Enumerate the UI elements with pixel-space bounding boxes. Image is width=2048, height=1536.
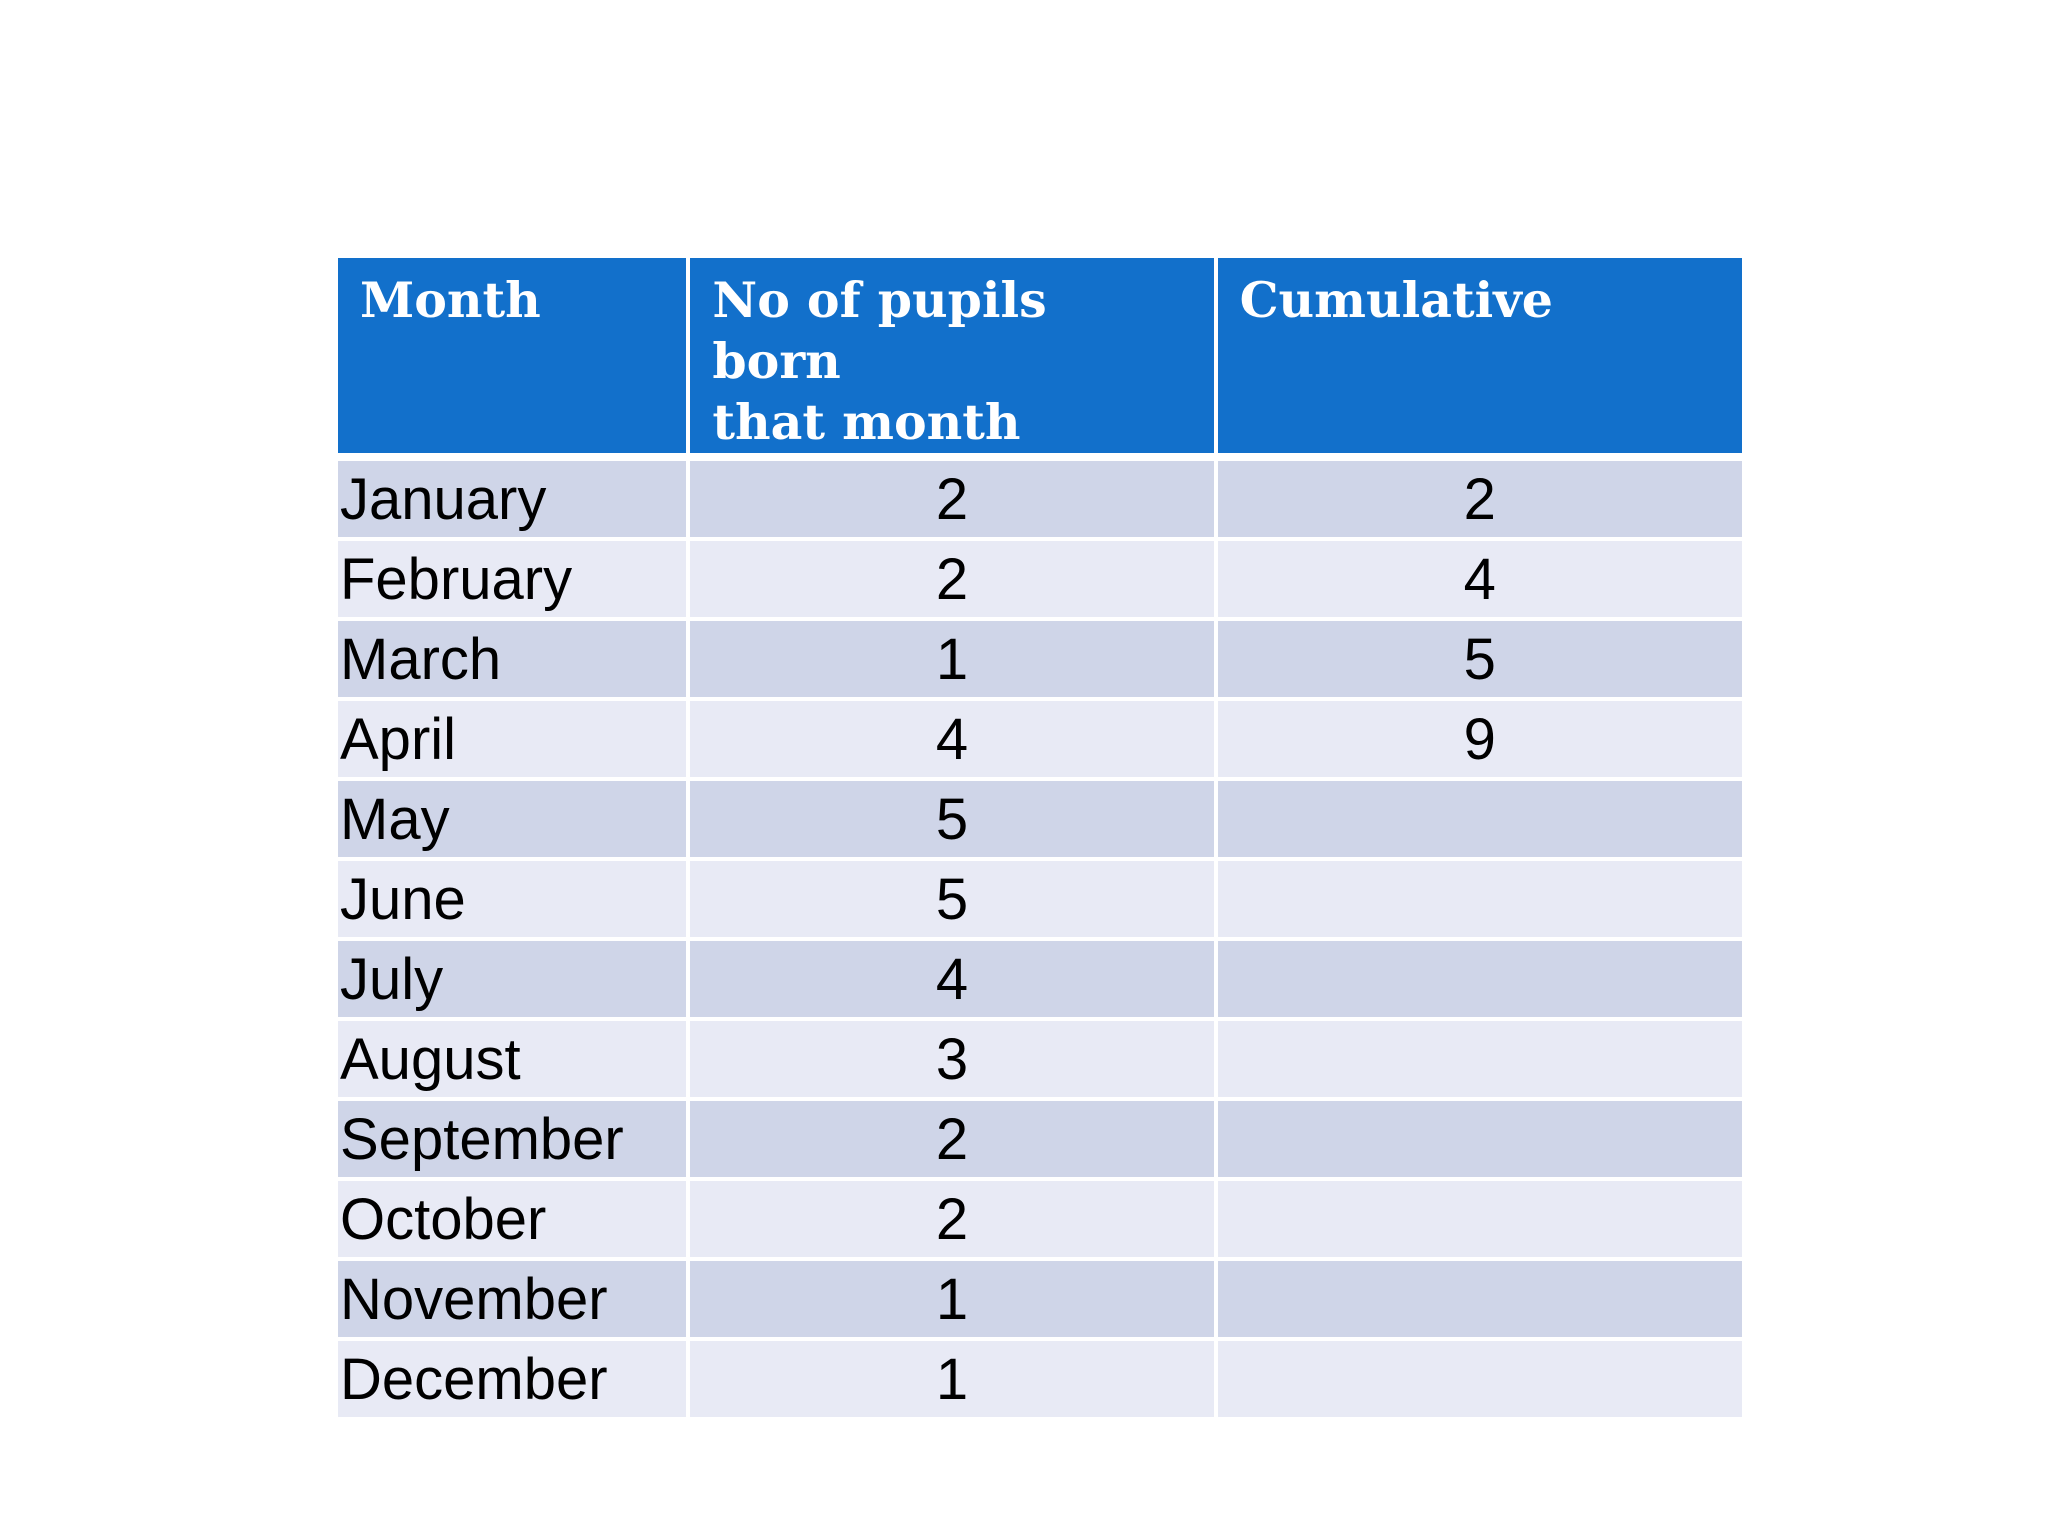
cell-pupils: 4: [690, 941, 1213, 1021]
cell-pupils: 2: [690, 461, 1213, 541]
cell-month: May: [338, 781, 686, 861]
cell-pupils: 4: [690, 701, 1213, 781]
cell-month: August: [338, 1021, 686, 1101]
header-pupils: [690, 258, 1213, 461]
table-row: [338, 941, 1742, 1021]
table-row: [338, 1261, 1742, 1341]
cell-month: June: [338, 861, 686, 941]
cell-pupils: 1: [690, 1341, 1213, 1421]
cell-cumulative: [1218, 1261, 1742, 1341]
cell-pupils: 2: [690, 1101, 1213, 1181]
cell-cumulative: 9: [1218, 701, 1742, 781]
cell-month: March: [338, 621, 686, 701]
header-pupils-line1: No of pupils born: [712, 271, 1047, 390]
table-row: [338, 1101, 1742, 1181]
cell-month: February: [338, 541, 686, 621]
cell-cumulative: [1218, 1101, 1742, 1181]
cell-cumulative: [1218, 1021, 1742, 1101]
cell-month: April: [338, 701, 686, 781]
table-row: [338, 461, 1742, 541]
table-row: [338, 1181, 1742, 1261]
cell-cumulative: [1218, 941, 1742, 1021]
table-row: [338, 1021, 1742, 1101]
cell-pupils: 3: [690, 1021, 1213, 1101]
table-row: [338, 541, 1742, 621]
cell-pupils: 2: [690, 1181, 1213, 1261]
cell-month: September: [338, 1101, 686, 1181]
header-month-label: Month: [360, 271, 541, 329]
table-container: [338, 258, 1746, 1421]
table-row: [338, 621, 1742, 701]
cell-cumulative: [1218, 1341, 1742, 1421]
cell-month: December: [338, 1341, 686, 1421]
table-row: [338, 781, 1742, 861]
header-cumulative: [1218, 258, 1742, 461]
cell-cumulative: 2: [1218, 461, 1742, 541]
cell-cumulative: [1218, 1181, 1742, 1261]
header-cumulative-label: Cumulative: [1239, 271, 1553, 329]
cell-pupils: 5: [690, 861, 1213, 941]
cell-pupils: 1: [690, 1261, 1213, 1341]
cell-month: July: [338, 941, 686, 1021]
table-row: [338, 701, 1742, 781]
cell-pupils: 2: [690, 541, 1213, 621]
cell-month: January: [338, 461, 686, 541]
table-row: [338, 861, 1742, 941]
birth-month-table: [334, 258, 1746, 1421]
cell-pupils: 1: [690, 621, 1213, 701]
table-row: [338, 1341, 1742, 1421]
cell-cumulative: [1218, 861, 1742, 941]
cell-month: October: [338, 1181, 686, 1261]
cell-cumulative: 4: [1218, 541, 1742, 621]
cell-pupils: 5: [690, 781, 1213, 861]
table-body: [338, 461, 1742, 1421]
cell-cumulative: [1218, 781, 1742, 861]
header-pupils-line2: that month: [712, 393, 1021, 451]
header-month: [338, 258, 686, 461]
table-header-row: [338, 258, 1742, 461]
cell-month: November: [338, 1261, 686, 1341]
cell-cumulative: 5: [1218, 621, 1742, 701]
